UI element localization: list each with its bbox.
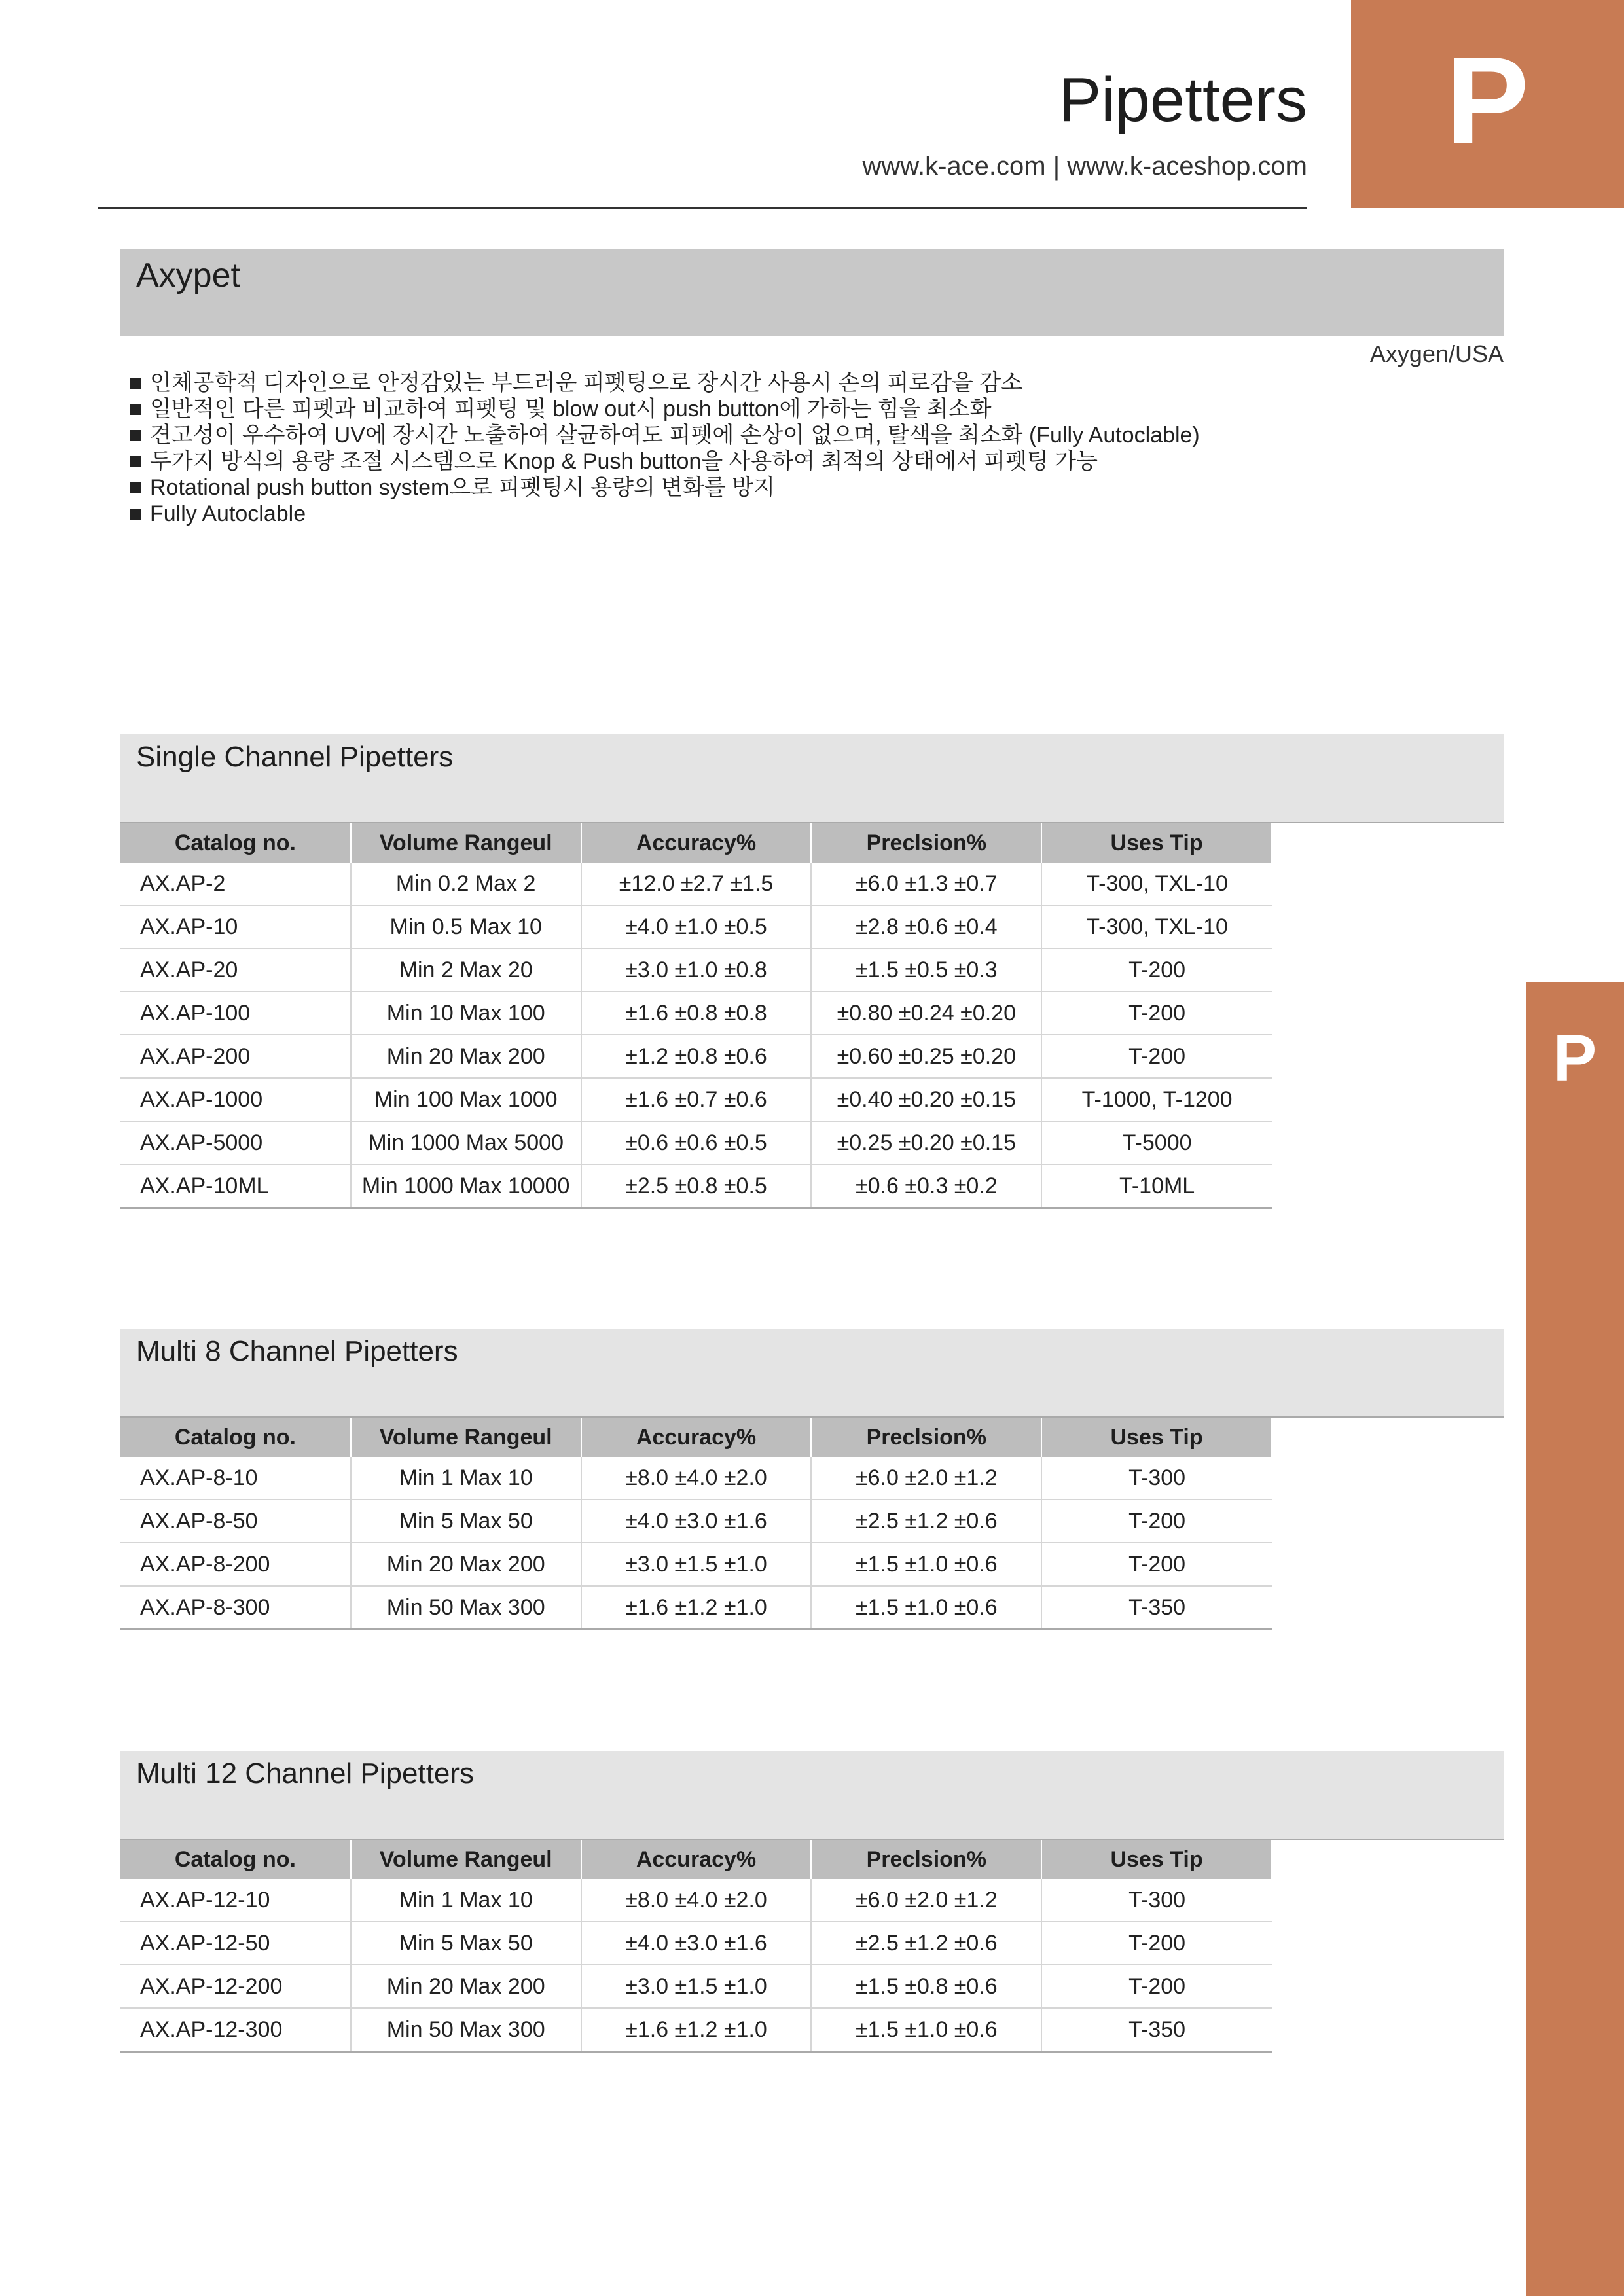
table-row <box>120 1543 1272 1586</box>
column-header: Preclsion% <box>811 823 1041 863</box>
table-row <box>120 1965 1272 2008</box>
multi-12-channel-table <box>120 1840 1272 2053</box>
single-channel-table <box>120 823 1272 1209</box>
column-header: Volume Rangeul <box>351 1418 581 1457</box>
precision-cell: ±0.60 ±0.25 ±0.20 <box>811 1035 1041 1078</box>
accuracy-cell: ±8.0 ±4.0 ±2.0 <box>581 1879 812 1922</box>
precision-cell: ±6.0 ±2.0 ±1.2 <box>811 1457 1041 1499</box>
catalog-no-cell: AX.AP-10ML <box>120 1164 351 1208</box>
section-header-bar <box>120 1329 1504 1418</box>
multi-8-channel-table <box>120 1418 1272 1630</box>
column-header: Preclsion% <box>811 1418 1041 1457</box>
volume-range-cell: Min 10 Max 100 <box>351 992 581 1035</box>
section-header-bar <box>120 734 1504 823</box>
uses-tip-cell: T-300 <box>1041 1879 1272 1922</box>
website-url: www.k-ace.com | www.k-aceshop.com <box>862 152 1307 181</box>
accuracy-cell: ±3.0 ±1.5 ±1.0 <box>581 1965 812 2008</box>
accuracy-cell: ±3.0 ±1.0 ±0.8 <box>581 948 812 992</box>
uses-tip-cell: T-200 <box>1041 948 1272 992</box>
precision-cell: ±1.5 ±1.0 ±0.6 <box>811 1586 1041 1630</box>
table-row <box>120 1121 1272 1164</box>
section-title: Multi 8 Channel Pipetters <box>136 1335 458 1367</box>
uses-tip-cell: T-200 <box>1041 1499 1272 1543</box>
feature-text: Fully Autoclable <box>150 501 306 526</box>
feature-text: 견고성이 우수하여 UV에 장시간 노출하여 살균하여도 피펫에 손상이 없으며, 탈색을 최소화 (Fully Autoclable) <box>150 423 1200 448</box>
table-header-row <box>120 1418 1272 1457</box>
feature-item <box>130 501 1200 527</box>
column-header: Preclsion% <box>811 1840 1041 1879</box>
column-header: Accuracy% <box>581 1840 812 1879</box>
column-header: Accuracy% <box>581 1418 812 1457</box>
product-header-bar <box>120 249 1504 336</box>
catalog-no-cell: AX.AP-12-10 <box>120 1879 351 1922</box>
precision-cell: ±0.80 ±0.24 ±0.20 <box>811 992 1041 1035</box>
precision-cell: ±1.5 ±1.0 ±0.6 <box>811 1543 1041 1586</box>
feature-text: 일반적인 다른 피펫과 비교하여 피펫팅 및 blow out시 push button에 가하는 힘을 최소화 <box>150 397 992 422</box>
bullet-square-icon <box>130 378 141 389</box>
feature-item <box>130 370 1200 396</box>
bullet-square-icon <box>130 456 141 467</box>
volume-range-cell: Min 0.2 Max 2 <box>351 863 581 905</box>
table-header-row <box>120 823 1272 863</box>
accuracy-cell: ±4.0 ±3.0 ±1.6 <box>581 1922 812 1965</box>
side-index-letter: P <box>1553 1022 1597 1095</box>
precision-cell: ±0.6 ±0.3 ±0.2 <box>811 1164 1041 1208</box>
accuracy-cell: ±4.0 ±1.0 ±0.5 <box>581 905 812 948</box>
feature-item <box>130 475 1200 501</box>
table-row <box>120 1922 1272 1965</box>
accuracy-cell: ±1.2 ±0.8 ±0.6 <box>581 1035 812 1078</box>
volume-range-cell: Min 20 Max 200 <box>351 1543 581 1586</box>
section-header-bar <box>120 1751 1504 1840</box>
catalog-no-cell: AX.AP-12-200 <box>120 1965 351 2008</box>
side-index-strip <box>1526 982 1624 2296</box>
feature-item <box>130 422 1200 448</box>
volume-range-cell: Min 1 Max 10 <box>351 1879 581 1922</box>
accuracy-cell: ±1.6 ±1.2 ±1.0 <box>581 2008 812 2052</box>
section-title: Multi 12 Channel Pipetters <box>136 1757 475 1789</box>
feature-text: 인체공학적 디자인으로 안정감있는 부드러운 피펫팅으로 장시간 사용시 손의 피로감을 감소 <box>150 370 1023 395</box>
catalog-no-cell: AX.AP-5000 <box>120 1121 351 1164</box>
column-header: Catalog no. <box>120 1418 351 1457</box>
section-tab: P <box>1351 0 1624 208</box>
volume-range-cell: Min 20 Max 200 <box>351 1035 581 1078</box>
page-title: Pipetters <box>1059 65 1307 135</box>
volume-range-cell: Min 100 Max 1000 <box>351 1078 581 1121</box>
column-header: Uses Tip <box>1041 1418 1272 1457</box>
section-title: Single Channel Pipetters <box>136 741 454 773</box>
column-header: Uses Tip <box>1041 1840 1272 1879</box>
table-row <box>120 948 1272 992</box>
column-header: Catalog no. <box>120 1840 351 1879</box>
catalog-no-cell: AX.AP-10 <box>120 905 351 948</box>
feature-item <box>130 396 1200 422</box>
accuracy-cell: ±0.6 ±0.6 ±0.5 <box>581 1121 812 1164</box>
table-row <box>120 1879 1272 1922</box>
column-header: Uses Tip <box>1041 823 1272 863</box>
table-row <box>120 1035 1272 1078</box>
uses-tip-cell: T-1000, T-1200 <box>1041 1078 1272 1121</box>
volume-range-cell: Min 50 Max 300 <box>351 1586 581 1630</box>
volume-range-cell: Min 50 Max 300 <box>351 2008 581 2052</box>
volume-range-cell: Min 0.5 Max 10 <box>351 905 581 948</box>
precision-cell: ±1.5 ±1.0 ±0.6 <box>811 2008 1041 2052</box>
accuracy-cell: ±2.5 ±0.8 ±0.5 <box>581 1164 812 1208</box>
bullet-square-icon <box>130 430 141 441</box>
catalog-no-cell: AX.AP-100 <box>120 992 351 1035</box>
uses-tip-cell: T-300 <box>1041 1457 1272 1499</box>
table-row <box>120 863 1272 905</box>
volume-range-cell: Min 5 Max 50 <box>351 1922 581 1965</box>
precision-cell: ±6.0 ±1.3 ±0.7 <box>811 863 1041 905</box>
catalog-no-cell: AX.AP-20 <box>120 948 351 992</box>
accuracy-cell: ±8.0 ±4.0 ±2.0 <box>581 1457 812 1499</box>
uses-tip-cell: T-10ML <box>1041 1164 1272 1208</box>
precision-cell: ±2.5 ±1.2 ±0.6 <box>811 1922 1041 1965</box>
precision-cell: ±2.8 ±0.6 ±0.4 <box>811 905 1041 948</box>
bullet-square-icon <box>130 509 141 520</box>
catalog-no-cell: AX.AP-200 <box>120 1035 351 1078</box>
catalog-no-cell: AX.AP-8-300 <box>120 1586 351 1630</box>
column-header: Volume Rangeul <box>351 1840 581 1879</box>
volume-range-cell: Min 1000 Max 10000 <box>351 1164 581 1208</box>
accuracy-cell: ±1.6 ±0.7 ±0.6 <box>581 1078 812 1121</box>
uses-tip-cell: T-200 <box>1041 1543 1272 1586</box>
volume-range-cell: Min 1 Max 10 <box>351 1457 581 1499</box>
catalog-no-cell: AX.AP-8-50 <box>120 1499 351 1543</box>
uses-tip-cell: T-200 <box>1041 1035 1272 1078</box>
table-row <box>120 1457 1272 1499</box>
precision-cell: ±6.0 ±2.0 ±1.2 <box>811 1879 1041 1922</box>
catalog-no-cell: AX.AP-12-300 <box>120 2008 351 2052</box>
catalog-no-cell: AX.AP-8-10 <box>120 1457 351 1499</box>
catalog-no-cell: AX.AP-12-50 <box>120 1922 351 1965</box>
column-header: Accuracy% <box>581 823 812 863</box>
uses-tip-cell: T-300, TXL-10 <box>1041 905 1272 948</box>
table-row <box>120 1586 1272 1630</box>
accuracy-cell: ±12.0 ±2.7 ±1.5 <box>581 863 812 905</box>
table-row <box>120 1499 1272 1543</box>
uses-tip-cell: T-350 <box>1041 1586 1272 1630</box>
bullet-square-icon <box>130 482 141 493</box>
multi-12-channel-section <box>120 1751 1504 2053</box>
accuracy-cell: ±1.6 ±1.2 ±1.0 <box>581 1586 812 1630</box>
uses-tip-cell: T-5000 <box>1041 1121 1272 1164</box>
column-header: Volume Rangeul <box>351 823 581 863</box>
table-row <box>120 992 1272 1035</box>
precision-cell: ±1.5 ±0.8 ±0.6 <box>811 1965 1041 2008</box>
catalog-no-cell: AX.AP-8-200 <box>120 1543 351 1586</box>
multi-8-channel-section <box>120 1329 1504 1630</box>
precision-cell: ±0.25 ±0.20 ±0.15 <box>811 1121 1041 1164</box>
feature-text: 두가지 방식의 용량 조절 시스템으로 Knop & Push button을 사용하여 최적의 상태에서 피펫팅 가능 <box>150 449 1098 474</box>
feature-text: Rotational push button system으로 피펫팅시 용량의 변화를 방지 <box>150 475 775 500</box>
product-name: Axypet <box>136 257 240 295</box>
uses-tip-cell: T-350 <box>1041 2008 1272 2052</box>
table-row <box>120 1164 1272 1208</box>
table-row <box>120 1078 1272 1121</box>
single-channel-section <box>120 734 1504 1209</box>
header-divider <box>98 207 1307 209</box>
catalog-no-cell: AX.AP-1000 <box>120 1078 351 1121</box>
feature-item <box>130 448 1200 475</box>
table-header-row <box>120 1840 1272 1879</box>
precision-cell: ±2.5 ±1.2 ±0.6 <box>811 1499 1041 1543</box>
brand-label: Axygen/USA <box>1369 340 1504 367</box>
catalog-no-cell: AX.AP-2 <box>120 863 351 905</box>
uses-tip-cell: T-200 <box>1041 1965 1272 2008</box>
table-row <box>120 905 1272 948</box>
accuracy-cell: ±1.6 ±0.8 ±0.8 <box>581 992 812 1035</box>
feature-list <box>130 370 1200 527</box>
precision-cell: ±1.5 ±0.5 ±0.3 <box>811 948 1041 992</box>
column-header: Catalog no. <box>120 823 351 863</box>
accuracy-cell: ±3.0 ±1.5 ±1.0 <box>581 1543 812 1586</box>
uses-tip-cell: T-300, TXL-10 <box>1041 863 1272 905</box>
accuracy-cell: ±4.0 ±3.0 ±1.6 <box>581 1499 812 1543</box>
volume-range-cell: Min 20 Max 200 <box>351 1965 581 2008</box>
precision-cell: ±0.40 ±0.20 ±0.15 <box>811 1078 1041 1121</box>
volume-range-cell: Min 1000 Max 5000 <box>351 1121 581 1164</box>
volume-range-cell: Min 2 Max 20 <box>351 948 581 992</box>
uses-tip-cell: T-200 <box>1041 992 1272 1035</box>
table-row <box>120 2008 1272 2052</box>
uses-tip-cell: T-200 <box>1041 1922 1272 1965</box>
bullet-square-icon <box>130 404 141 415</box>
volume-range-cell: Min 5 Max 50 <box>351 1499 581 1543</box>
